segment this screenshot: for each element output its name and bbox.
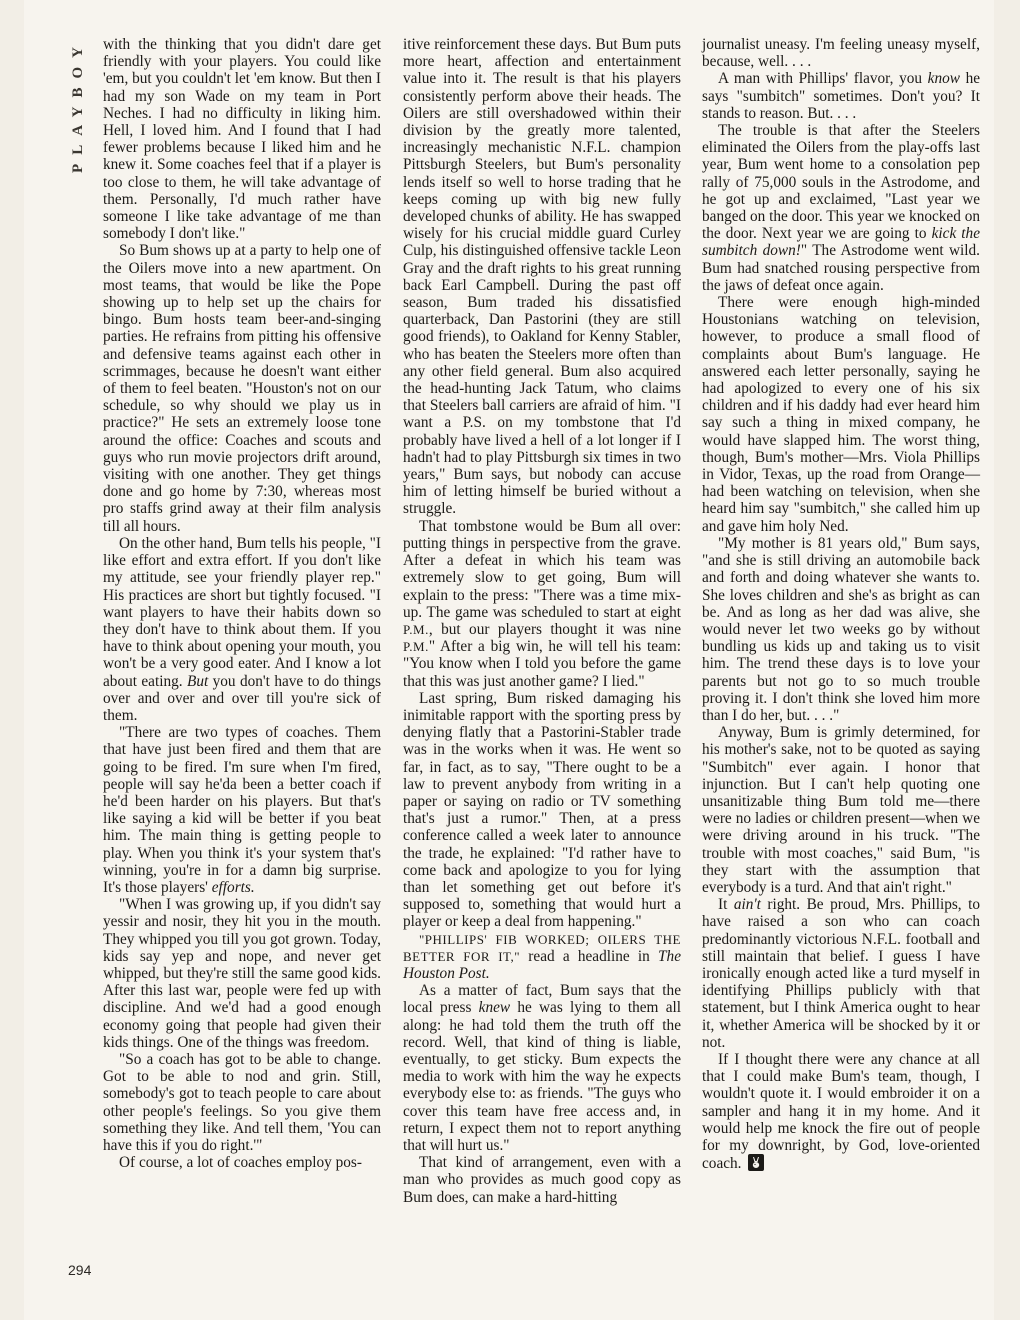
paragraph — [103, 724, 381, 896]
text-run: P.M. — [403, 639, 429, 655]
text-run: The trouble is that after the Steelers eliminated the Oilers from the play-offs last year, Bum went home to a consolation pep rally of 75,000 souls in the Astrodome, and he got up and exclaimed, "Last year we banged on the door. This year we knocked on the door. Next year we are going to — [702, 122, 980, 243]
paragraph — [702, 70, 980, 122]
italic-text: know — [927, 70, 960, 88]
text-run: "PHILLIPS' FIB WORKED; OILERS THE BETTER FOR IT," — [403, 931, 681, 964]
magazine-page — [24, 0, 994, 1320]
rabbit-head-end-mark-icon — [748, 1154, 764, 1171]
paragraph — [702, 122, 980, 294]
paragraph — [403, 518, 681, 690]
text-run: "So a coach has got to be able to change. Got to be able to nod and grin. Still, somebody's got to teach people to care about other people's feelings. So you give them something they like. And tell them, 'You can have this if you do right.'" — [103, 1050, 381, 1154]
paragraph — [403, 931, 681, 983]
text-run: , but our players thought it was nine — [428, 620, 681, 638]
masthead: PLAYBOY — [70, 38, 86, 173]
text-run: P.M. — [403, 621, 429, 637]
paragraph — [103, 36, 381, 242]
text-run: you don't have to do things over and over and over till you're sick of them. — [103, 672, 381, 724]
italic-text: efforts. — [211, 878, 255, 896]
paragraph — [403, 1154, 681, 1206]
text-run: There were enough high-minded Houstonians watching on television, however, to produce a small flood of complaints about Bum's language. He answered each letter personally, saying he had apologized to every one of his six children and if his daddy had ever heard him say such a thing in mixed company, he would have slapped him. The worst thing, though, Bum's mother—Mrs. Viola Phillips in Vidor, Texas, up the road from Orange—had been watching on television, when she heard him say "sumbitch," she called him up and gave him holy Ned. — [702, 294, 980, 535]
text-run: "My mother is 81 years old," Bum says, "and she is still driving an automobile back and forth and doing whatever she wants to. She loves children and she's as bright as can be. And as long as her dad was alive, she would never let two weeks go by without bundling us kids up and taking us to visit him. The trend these days is to love your parents but not go to so much trouble proving it. I don't think she loved him more than I do her, but. . . ." — [702, 534, 980, 724]
text-column-3 — [702, 36, 980, 1172]
text-run: That kind of arrangement, even with a man who provides as much good copy as Bum does, can make a hard-hitting — [403, 1154, 681, 1206]
paragraph — [403, 982, 681, 1154]
paragraph — [403, 36, 681, 518]
text-run: Last spring, Bum risked damaging his inimitable rapport with the sporting press by denying flatly that a Pastorini-Stabler trade was in the works when it was. He went so far, in fact, as to say, "There ought to be a law to prevent anybody from writing in a paper or saying on radio or TV something that's just a rumor." Then, at a press conference called a week later to announce the trade, he explained: "I'd rather have to come back and apologize to you for lying than let something get out before it's supposed to, something that would hurt a player or keep a deal from happening." — [403, 689, 681, 931]
text-run: itive reinforcement these days. But Bum puts more heart, affection and entertainment value into it. The result is that his players consistently perform above their heads. The Oilers are still overshadowed within their division by the greatly more talented, increasingly mechanistic N.F.L. champion Pittsburgh Steelers, but Bum's personality lends itself so well to horse trading that he keeps coming up with big new fully developed chunks of ability. He has swapped wisely for his crucial middle guard Curley Culp, his distinguished offensive tackle Leon Gray and the draft rights to his great running back Earl Campbell. During the past off season, Bum traded his dissatisfied quarterback, Dan Pastorini (they are still good friends), to Oakland for Kenny Stabler, who has beaten the Steelers more often than any other field general. Bum also acquired the head-hunting Jack Tatum, who claims that Steelers ball carriers are afraid of him. "I want a P.S. on my tombstone that I'd probably have lived a hell of a lot longer if I hadn't had to play Pittsburgh six times in two years," Bum says, but nobody can accuse him of letting himself be buried without a struggle. — [403, 36, 681, 518]
paragraph — [702, 724, 980, 896]
italic-text: knew — [478, 999, 511, 1017]
text-run: If I thought there were any chance at all that I could make Bum's team, though, I wouldn't quote it. I would embroider it on a sampler and hang it in my home. And it would help me knock the fire out of people for my downright, by God, love-oriented coach. — [702, 1050, 980, 1173]
paragraph — [702, 1051, 980, 1172]
paragraph — [702, 294, 980, 535]
text-run: So Bum shows up at a party to help one of the Oilers move into a new apartment. On most teams, that would be like the Pope showing up to help set up the chairs for bingo. Bum hosts team beer-and-singing parties. He refrains from pitting his offensive and defensive teams against each other in scrimmages, because he doesn't want either of them to feel beaten. "Houston's not on our schedule, so why should we play us in practice?" He sets an extremely loose tone around the office: Coaches and scouts and guys who run movie projectors drift around, visiting with one another. They get things done and go home by 7:30, whereas most pro staffs grind away at their film analysis till all hours. — [103, 242, 381, 535]
italic-text: ain't — [733, 896, 761, 914]
paragraph — [702, 535, 980, 724]
text-run: he was lying to them all along: he had told them the truth off the record. Well, that kind of thing is liable, eventually, to get sticky. Bum expects the media to work with him the way he expects everybody else to: as friends. "The guys who cover this team have free access and, in return, I expect them not to report anything that will hurt us." — [403, 999, 681, 1154]
text-run: read a headline in — [520, 947, 659, 965]
text-run: Anyway, Bum is grimly determined, for his mother's sake, not to be quoted as saying "Sumbitch" ever again. I honor that injunction. But I can't help quoting one unsanitizable thing Bum told me—there were no ladies or children present—when we were driving around in his truck. "The trouble with most coaches," said Bum, "is they start with the assumption that everybody is a turd. And that ain't right." — [702, 724, 980, 896]
text-run: right. Be proud, Mrs. Phillips, to have raised a son who can coach predominantly victorious N.F.L. football and still maintain that belief. I guess I have ironically enough acted like a turd myself in identifying Phillips publicly with that statement, but I think America ought to hear it, whether America will be shocked by it or not. — [702, 896, 981, 1051]
text-run: That tombstone would be Bum all over: putting things in perspective from the grave. After a defeat in which his team was extremely slow to get going, Bum will explain to the press: "There was a time mix-up. The game was scheduled to start at eight — [403, 517, 681, 621]
paragraph — [103, 896, 381, 1051]
text-run: " The Astrodome went wild. Bum had snatched rousing perspective from the jaws of defeat once again. — [702, 242, 980, 294]
text-run: It — [718, 896, 734, 914]
text-run: with the thinking that you didn't dare get friendly with your players. You could like 'em, but you couldn't let 'em know. But then I had my son Wade on my team in Port Neches. I had no difficulty in liking him. Hell, I loved him. And I found that I had fewer problems because I liked him and he knew it. Some coaches feel that if a player is too close to them, he will take advantage of them. Personally, I'd much rather have someone I like take advantage of me than somebody I don't like." — [103, 36, 381, 243]
text-run: " After a big win, he will tell his team: "You know when I told you before the game that this was just another game? I lied." — [403, 638, 681, 690]
paragraph — [103, 535, 381, 724]
italic-text: But — [186, 672, 209, 690]
paragraph — [103, 242, 381, 534]
italic-text: kick the sumbitch down! — [702, 225, 980, 260]
paragraph — [702, 36, 980, 70]
text-run: Of course, a lot of coaches employ pos- — [119, 1154, 362, 1172]
text-run: As a matter of fact, Bum says that the local press — [403, 982, 681, 1017]
paragraph — [403, 690, 681, 931]
text-run: "There are two types of coaches. Them that have just been fired and them that are going to be fired. I'm sure when I'm fired, people will say he'da been a better coach if he'd been harder on his players. But that's like saying a kid will be better if you beat him. The main thing is getting people to play. When you think it's your system that's winning, you're in for a damn big surprise. It's those players' — [103, 724, 381, 896]
text-column-2 — [403, 36, 681, 1206]
text-run: A man with Phillips' flavor, you — [718, 70, 928, 88]
text-run: "When I was growing up, if you didn't say yessir and nosir, they hit you in the mouth. They whipped you till you got grown. Today, kids say yep and nope, and never get whipped, but they're still the same good kids. After this last war, people were fed up with discipline. And we'd had a good enough economy going that people had given their kids things. One of the things was freedom. — [103, 896, 381, 1051]
paragraph — [103, 1051, 381, 1154]
paragraph — [702, 896, 980, 1051]
italic-text: The Houston Post. — [403, 947, 681, 982]
text-run: he says "sumbitch" sometimes. Don't you? It stands to reason. But. . . . — [702, 70, 981, 122]
paragraph — [103, 1154, 381, 1171]
page-number: 294 — [68, 1262, 92, 1278]
text-column-1 — [103, 36, 381, 1171]
text-run: journalist uneasy. I'm feeling uneasy myself, because, well. . . . — [702, 36, 980, 71]
text-run: On the other hand, Bum tells his people, "I like effort and extra effort. If you don't like my attitude, see your friendly player rep." His practices are short but tightly focused. "I want players to have their habits down so they don't have to think about them. If you have to think about opening your mouth, you won't be a very good eater. And I know a lot about eating. — [103, 534, 381, 690]
